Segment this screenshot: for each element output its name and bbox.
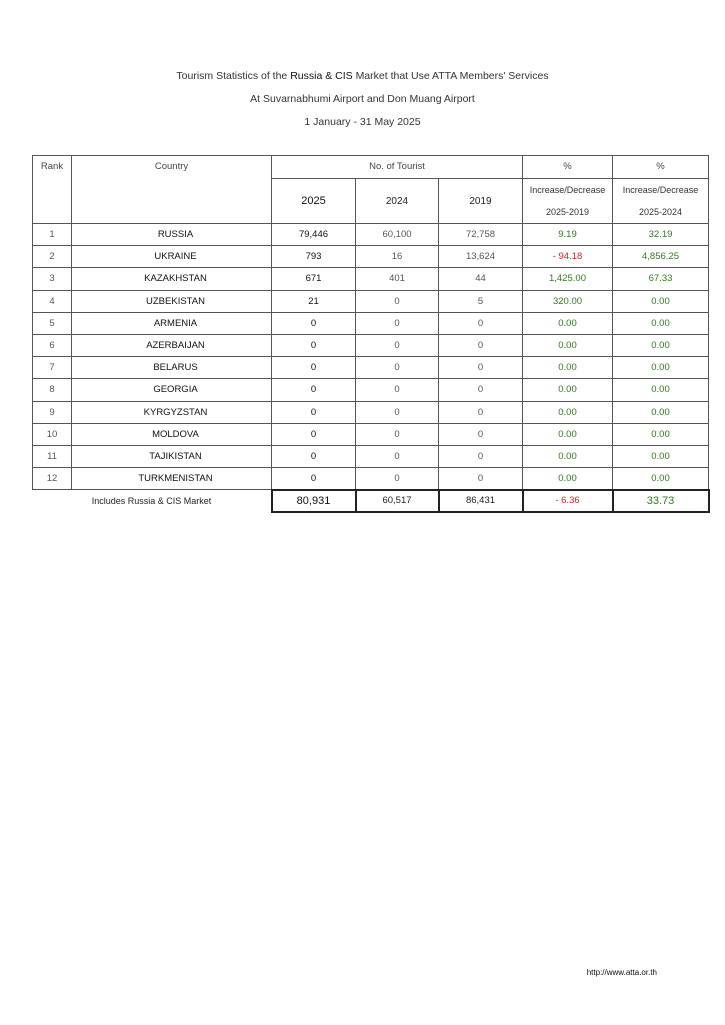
table-cell-2025: 793 xyxy=(272,246,356,268)
table-cell-change-2025-2019: 0.00 xyxy=(523,468,613,490)
table-cell-rank: 8 xyxy=(33,379,72,401)
table-cell-country: TAJIKISTAN xyxy=(72,445,272,467)
table-cell-rank: 10 xyxy=(33,423,72,445)
table-cell-2024: 0 xyxy=(356,423,439,445)
total-2025: 80,931 xyxy=(272,490,356,512)
table-cell-2024: 0 xyxy=(356,312,439,334)
table-cell-2024: 0 xyxy=(356,445,439,467)
report-title xyxy=(0,70,725,82)
header-change-label: Increase/Decrease xyxy=(622,185,699,195)
table-row xyxy=(33,423,709,445)
table-row xyxy=(33,312,709,334)
table-cell-2025: 0 xyxy=(272,357,356,379)
table-row xyxy=(33,334,709,356)
table-cell-2019: 13,624 xyxy=(439,246,523,268)
table-cell-change-2025-2024: 67.33 xyxy=(613,268,709,290)
source-url: http://www.atta.or.th xyxy=(586,968,657,977)
table-cell-2024: 0 xyxy=(356,468,439,490)
header-pct-symbol-2024: % xyxy=(613,156,709,179)
table-cell-change-2025-2024: 0.00 xyxy=(613,468,709,490)
table-cell-rank: 1 xyxy=(33,224,72,246)
header-change-period: 2025-2024 xyxy=(638,207,683,217)
table-cell-change-2025-2019: 0.00 xyxy=(523,401,613,423)
table-cell-2025: 0 xyxy=(272,468,356,490)
table-cell-2019: 0 xyxy=(439,423,523,445)
table-cell-2019: 0 xyxy=(439,468,523,490)
total-change-2025-2024: 33.73 xyxy=(613,490,709,512)
table-cell-2019: 5 xyxy=(439,290,523,312)
table-cell-rank: 3 xyxy=(33,268,72,290)
table-cell-country: UZBEKISTAN xyxy=(72,290,272,312)
table-cell-2025: 0 xyxy=(272,312,356,334)
table-cell-change-2025-2019: - 94.18 xyxy=(523,246,613,268)
total-2019: 86,431 xyxy=(439,490,523,512)
table-row xyxy=(33,445,709,467)
table-cell-change-2025-2024: 0.00 xyxy=(613,312,709,334)
header-rank: Rank xyxy=(33,156,72,224)
table-cell-change-2025-2019: 320.00 xyxy=(523,290,613,312)
header-change-label: Increase/Decrease xyxy=(529,185,606,195)
table-cell-2019: 0 xyxy=(439,334,523,356)
title-market: Russia & CIS xyxy=(290,70,353,82)
title-suffix: Market that Use ATTA Members' Services xyxy=(355,70,549,82)
table-row xyxy=(33,379,709,401)
table-cell-change-2025-2024: 0.00 xyxy=(613,379,709,401)
table-cell-2025: 21 xyxy=(272,290,356,312)
table-cell-country: UKRAINE xyxy=(72,246,272,268)
header-change-2025-2024 xyxy=(613,179,709,224)
table-cell-2025: 0 xyxy=(272,334,356,356)
table-cell-change-2025-2019: 0.00 xyxy=(523,379,613,401)
table-cell-country: ARMENIA xyxy=(72,312,272,334)
header-year-2024: 2024 xyxy=(356,179,439,224)
table-cell-change-2025-2019: 1,425.00 xyxy=(523,268,613,290)
table-cell-change-2025-2019: 0.00 xyxy=(523,334,613,356)
table-cell-rank: 2 xyxy=(33,246,72,268)
table-cell-2019: 72,758 xyxy=(439,224,523,246)
table-cell-change-2025-2019: 0.00 xyxy=(523,423,613,445)
table-cell-2025: 0 xyxy=(272,423,356,445)
table-cell-rank: 4 xyxy=(33,290,72,312)
table-cell-rank: 5 xyxy=(33,312,72,334)
table-cell-2024: 0 xyxy=(356,379,439,401)
table-cell-2019: 0 xyxy=(439,445,523,467)
header-pct-symbol-2019: % xyxy=(523,156,613,179)
header-change-period: 2025-2019 xyxy=(545,207,590,217)
table-cell-change-2025-2024: 4,856.25 xyxy=(613,246,709,268)
title-prefix: Tourism Statistics of the xyxy=(176,70,288,82)
table-cell-rank: 6 xyxy=(33,334,72,356)
table-cell-2024: 0 xyxy=(356,401,439,423)
table-total-row xyxy=(33,490,709,512)
table-cell-2024: 60,100 xyxy=(356,224,439,246)
table-cell-change-2025-2019: 0.00 xyxy=(523,445,613,467)
table-cell-2024: 16 xyxy=(356,246,439,268)
table-cell-change-2025-2024: 0.00 xyxy=(613,357,709,379)
table-cell-change-2025-2024: 0.00 xyxy=(613,334,709,356)
table-cell-2019: 0 xyxy=(439,401,523,423)
table-cell-2019: 0 xyxy=(439,357,523,379)
table-cell-rank: 11 xyxy=(33,445,72,467)
table-cell-country: GEORGIA xyxy=(72,379,272,401)
table-cell-country: KAZAKHSTAN xyxy=(72,268,272,290)
tourism-stats-table xyxy=(32,155,710,513)
table-cell-2025: 671 xyxy=(272,268,356,290)
table-cell-country: BELARUS xyxy=(72,357,272,379)
table-cell-rank: 7 xyxy=(33,357,72,379)
header-year-2019: 2019 xyxy=(439,179,523,224)
table-row xyxy=(33,290,709,312)
table-cell-change-2025-2019: 0.00 xyxy=(523,357,613,379)
table-cell-country: MOLDOVA xyxy=(72,423,272,445)
table-cell-change-2025-2019: 0.00 xyxy=(523,312,613,334)
table-cell-country: RUSSIA xyxy=(72,224,272,246)
table-cell-change-2025-2019: 9.19 xyxy=(523,224,613,246)
table-cell-change-2025-2024: 32.19 xyxy=(613,224,709,246)
table-cell-rank: 12 xyxy=(33,468,72,490)
total-change-2025-2019: - 6.36 xyxy=(523,490,613,512)
table-row xyxy=(33,401,709,423)
total-label: Includes Russia & CIS Market xyxy=(91,496,212,506)
header-no-of-tourist: No. of Tourist xyxy=(272,156,523,179)
total-2024: 60,517 xyxy=(356,490,439,512)
report-subtitle: At Suvarnabhumi Airport and Don Muang Airport xyxy=(250,93,475,105)
table-cell-rank: 9 xyxy=(33,401,72,423)
table-cell-change-2025-2024: 0.00 xyxy=(613,445,709,467)
table-row xyxy=(33,468,709,490)
table-cell-2019: 44 xyxy=(439,268,523,290)
table-cell-2024: 401 xyxy=(356,268,439,290)
table-cell-2019: 0 xyxy=(439,312,523,334)
table-cell-2024: 0 xyxy=(356,334,439,356)
table-cell-2025: 0 xyxy=(272,401,356,423)
table-cell-2024: 0 xyxy=(356,290,439,312)
table-cell-change-2025-2024: 0.00 xyxy=(613,401,709,423)
table-row xyxy=(33,224,709,246)
table-row xyxy=(33,268,709,290)
report-period: 1 January - 31 May 2025 xyxy=(304,116,421,128)
header-year-2025: 2025 xyxy=(272,179,356,224)
table-cell-2024: 0 xyxy=(356,357,439,379)
table-cell-2025: 0 xyxy=(272,379,356,401)
table-row xyxy=(33,357,709,379)
table-cell-2019: 0 xyxy=(439,379,523,401)
table-cell-country: KYRGYZSTAN xyxy=(72,401,272,423)
table-cell-2025: 0 xyxy=(272,445,356,467)
table-cell-country: AZERBAIJAN xyxy=(72,334,272,356)
table-row xyxy=(33,246,709,268)
table-cell-country: TURKMENISTAN xyxy=(72,468,272,490)
header-country: Country xyxy=(72,156,272,224)
table-cell-change-2025-2024: 0.00 xyxy=(613,423,709,445)
table-cell-change-2025-2024: 0.00 xyxy=(613,290,709,312)
table-cell-2025: 79,446 xyxy=(272,224,356,246)
header-change-2025-2019 xyxy=(523,179,613,224)
